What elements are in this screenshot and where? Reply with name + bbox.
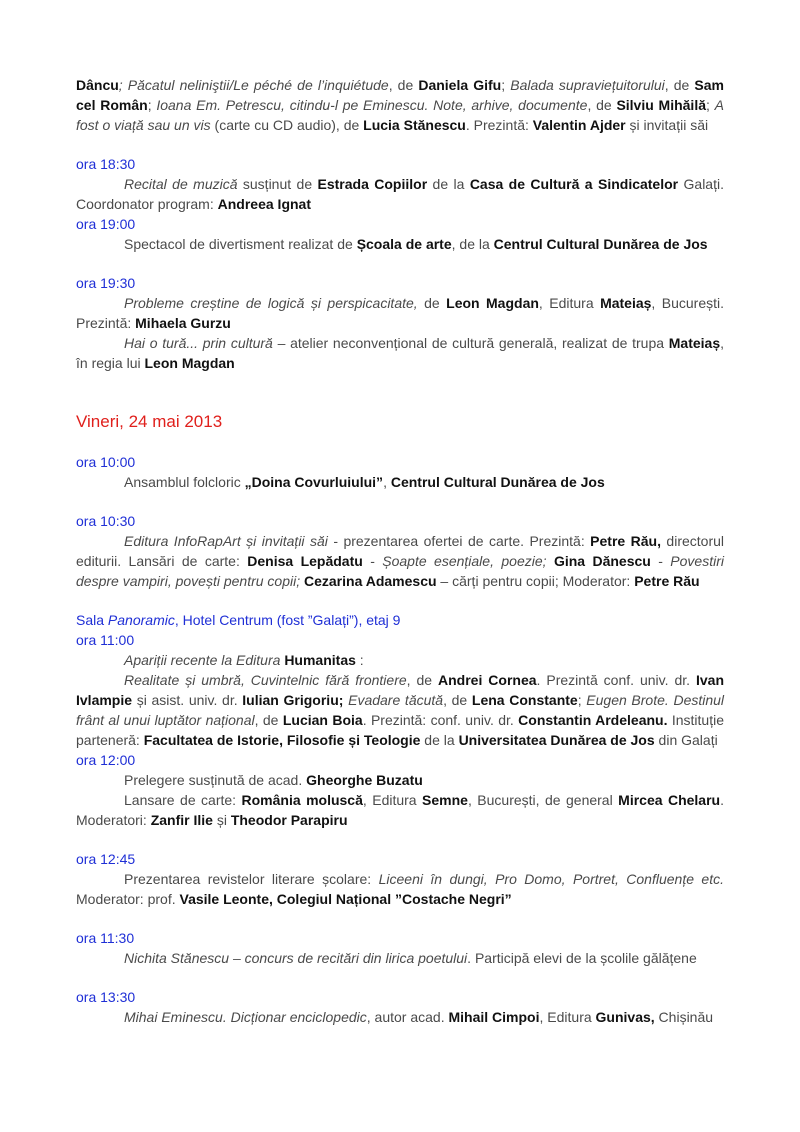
bold-name: Lucia Stănescu [363, 117, 466, 133]
program-paragraph [76, 75, 724, 135]
bold-name: Constantin Ardeleanu. [518, 712, 668, 728]
italic-title: A fost o viață sau un vis [76, 97, 724, 133]
bold-name: Gheorghe Buzatu [306, 772, 423, 788]
text-run: ; [706, 97, 715, 113]
time-heading: ora 10:00 [76, 454, 136, 470]
text-run: din Galați [654, 732, 718, 748]
time-heading: ora 18:30 [76, 156, 136, 172]
text-run: Sala [76, 612, 108, 628]
venue-heading [76, 610, 724, 630]
bold-name: Semne [422, 792, 468, 808]
text-run: Chișinău [654, 1009, 714, 1025]
bold-name: Centrul Cultural Dunărea de Jos [493, 236, 708, 252]
italic-title: Realitate și umbră, Cuvintelnic fără frontiere [124, 672, 407, 688]
time-heading: ora 10:30 [76, 513, 136, 529]
italic-title: Hai o tură... prin cultură [124, 335, 273, 351]
bold-name: Mateiaș [600, 295, 652, 311]
text-run: Prelegere susținută de acad. [124, 772, 307, 788]
text-run: , autor acad. [366, 1009, 449, 1025]
program-paragraph [76, 948, 724, 968]
text-run: - [362, 553, 383, 569]
bold-name: Andrei Cornea [438, 672, 537, 688]
text-run: . Prezintă: conf. univ. dr. [362, 712, 519, 728]
text-run: - [650, 553, 671, 569]
italic-title: Mihai Eminescu. Dicționar enciclopedic [124, 1009, 367, 1025]
time-heading: ora 12:45 [76, 851, 136, 867]
italic-title: Nichita Stănescu – concurs de recitări din lirica poetului [124, 950, 468, 966]
text-run: de [417, 295, 447, 311]
bold-name: Școala de arte [356, 236, 452, 252]
text-run: Lansare de carte: [124, 792, 242, 808]
bold-name: Denisa Lepădatu [247, 553, 363, 569]
text-run: de la [420, 732, 459, 748]
bold-name: Vasile Leonte, Colegiul Național ”Costache Negri” [179, 891, 512, 907]
text-run: – cărți pentru copii; Moderator: [436, 573, 635, 589]
bold-name: Iulian Grigoriu; [242, 692, 344, 708]
bold-name: România moluscă [241, 792, 363, 808]
bold-name: Mateiaș [668, 335, 721, 351]
italic-title: Liceeni în dungi, Pro Domo, Portret, Confluențe etc. [378, 871, 724, 887]
italic-title: Balada supraviețuitorului [510, 77, 665, 93]
bold-name: Gina Dănescu [553, 553, 651, 569]
text-run: și asist. univ. dr. [132, 692, 243, 708]
bold-name: Leon Magdan [144, 355, 235, 371]
text-run: , de la [451, 236, 494, 252]
time-heading: ora 12:00 [76, 752, 136, 768]
bold-name: Centrul Cultural Dunărea de Jos [390, 474, 605, 490]
bold-name: Ivan Ivlampie [76, 672, 724, 708]
bold-name: Cezarina Adamescu [304, 573, 437, 589]
text-run: , de [664, 77, 695, 93]
italic-title: Apariții recente la Editura [124, 652, 285, 668]
bold-name: Mihail Cimpoi [448, 1009, 540, 1025]
text-run [547, 553, 554, 569]
text-run: , Editura [538, 295, 601, 311]
text-run: – atelier neconvențional de cultură generală, realizat de trupa [272, 335, 669, 351]
bold-name: Dâncu [76, 77, 119, 93]
date-heading: Vineri, 24 mai 2013 [76, 412, 223, 431]
italic-title: Probleme creștine de logică și perspicacitate, [124, 295, 418, 311]
bold-name: Theodor Parapiru [230, 812, 348, 828]
text-run: , în regia lui [76, 335, 724, 371]
text-run: , de [254, 712, 283, 728]
spacer [76, 591, 724, 610]
program-paragraph [76, 333, 724, 373]
text-run: , de [587, 97, 617, 113]
text-run: de la [427, 176, 470, 192]
text-run: ; [147, 97, 157, 113]
text-run: , de [388, 77, 419, 93]
text-run: , de [406, 672, 438, 688]
bold-name: Casa de Cultură a Sindicatelor [469, 176, 679, 192]
program-paragraph [76, 293, 724, 333]
program-paragraph [76, 234, 724, 254]
text-run: , Editura [539, 1009, 596, 1025]
italic-title: ; Păcatul neliniştii/Le péché de l’inquiétude [118, 77, 389, 93]
bold-name: Lena Constante [471, 692, 578, 708]
text-run: , Hotel Centrum (fost ”Galați”), etaj 9 [174, 612, 401, 628]
spacer [76, 433, 724, 452]
program-paragraph [76, 790, 724, 830]
bold-name: Mihaela Gurzu [135, 315, 231, 331]
bold-name: Daniela Gifu [418, 77, 502, 93]
bold-name: Gunivas, [595, 1009, 655, 1025]
italic-title: Recital de muzică [124, 176, 238, 192]
text-run: . Prezintă conf. univ. dr. [536, 672, 696, 688]
time-heading: ora 11:30 [76, 930, 135, 946]
italic-title: Șoapte esențiale, poezie; [382, 553, 547, 569]
bold-name: Mircea Chelaru [618, 792, 721, 808]
program-paragraph [76, 472, 724, 492]
program-document [76, 75, 724, 1027]
program-paragraph [76, 1007, 724, 1027]
bold-name: Petre Rău [634, 573, 700, 589]
time-heading: ora 19:30 [76, 275, 136, 291]
spacer [76, 968, 724, 987]
italic-title: Panoramic [107, 612, 175, 628]
bold-name: Andreea Ignat [217, 196, 311, 212]
text-run: Galați. Coordonator program: [76, 176, 724, 212]
text-run: . Participă elevi de la școlile gălățene [467, 950, 697, 966]
text-run: , [383, 474, 391, 490]
text-run: . Prezintă: [465, 117, 533, 133]
bold-name: Zanfir Ilie [150, 812, 213, 828]
text-run: și invitații săi [625, 117, 709, 133]
text-run: și [212, 812, 231, 828]
text-run: , Editura [362, 792, 423, 808]
text-run: Instituție parteneră: [76, 712, 724, 748]
bold-name: Petre Rău, [590, 533, 661, 549]
program-paragraph [76, 174, 724, 214]
time-heading: ora 13:30 [76, 989, 136, 1005]
text-run: , București, de general [467, 792, 619, 808]
text-run: , de [443, 692, 472, 708]
bold-name: Silviu Mihăilă [616, 97, 706, 113]
text-run: , București. Prezintă: [76, 295, 725, 331]
spacer [76, 254, 724, 273]
text-run: ; [501, 77, 511, 93]
spacer [76, 135, 724, 154]
bold-name: „Doina Covurluiului” [244, 474, 384, 490]
italic-title: Ioana Em. Petrescu, citindu-l pe Eminescu. Note, arhive, documente [156, 97, 588, 113]
text-run: directorul editurii. Lansări de carte: [76, 533, 725, 569]
text-run: (carte cu CD audio), de [210, 117, 364, 133]
text-run: Moderator: prof. [76, 891, 180, 907]
bold-name: Valentin Ajder [532, 117, 626, 133]
program-paragraph [76, 869, 724, 909]
bold-name: Facultatea de Istorie, Filosofie și Teologie [143, 732, 421, 748]
italic-title: Eugen Brote. Destinul frânt al unui luptător național [76, 692, 725, 728]
italic-title: Evadare tăcută [348, 692, 444, 708]
spacer [76, 373, 724, 411]
bold-name: Leon Magdan [446, 295, 539, 311]
text-run: Spectacol de divertisment realizat de [124, 236, 357, 252]
text-run: susținut de [237, 176, 318, 192]
text-run: Prezentarea revistelor literare școlare: [124, 871, 379, 887]
bold-name: Humanitas [284, 652, 356, 668]
text-run: . Moderatori: [76, 792, 724, 828]
time-heading: ora 19:00 [76, 216, 136, 232]
text-run: : [355, 652, 364, 668]
italic-title: Povestiri despre vampiri, povești pentru copii; [76, 553, 724, 589]
spacer [76, 830, 724, 849]
bold-name: Universitatea Dunărea de Jos [458, 732, 655, 748]
bold-name: Sam cel Român [76, 77, 724, 113]
italic-title: Editura InfoRapArt și invitații săi [124, 533, 328, 549]
program-paragraph [76, 531, 724, 591]
program-paragraph [76, 770, 724, 790]
text-run: - prezentarea ofertei de carte. Prezintă: [327, 533, 591, 549]
time-heading: ora 11:00 [76, 632, 135, 648]
text-run: ; [577, 692, 587, 708]
program-paragraph [76, 670, 724, 750]
text-run: Ansamblul folcloric [124, 474, 245, 490]
program-paragraph [76, 650, 724, 670]
bold-name: Estrada Copiilor [317, 176, 428, 192]
spacer [76, 909, 724, 928]
bold-name: Lucian Boia [282, 712, 363, 728]
spacer [76, 492, 724, 511]
